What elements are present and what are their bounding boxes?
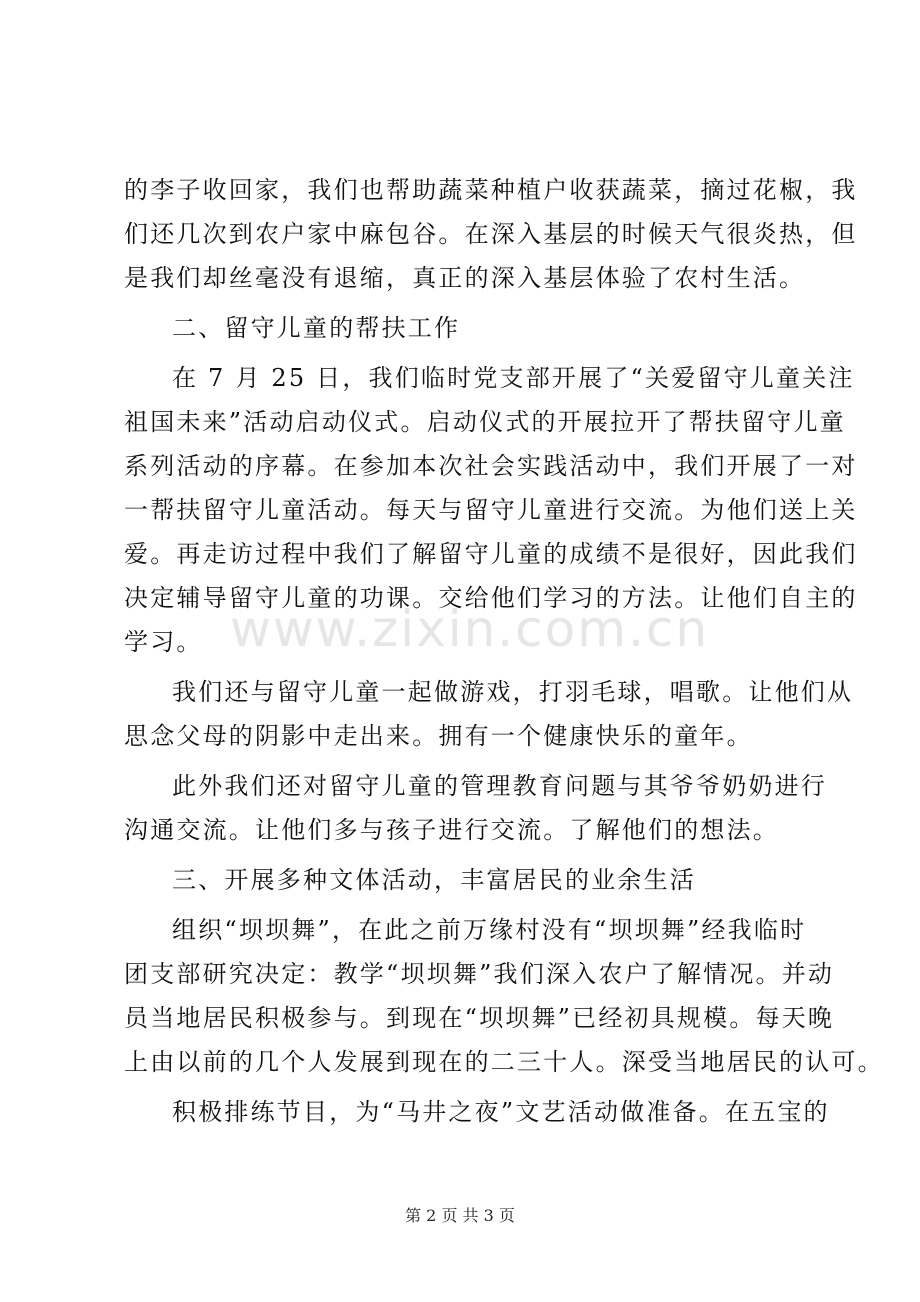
text-line: 学习。 <box>124 628 203 656</box>
text-line: 积极排练节目，为“马井之夜”文艺活动做准备。在五宝的 <box>172 1098 830 1126</box>
watermark: www.zixin.com.cn <box>230 600 710 658</box>
text-line: 团支部研究决定：教学“坝坝舞”我们深入农户了解情况。并动 <box>124 960 835 988</box>
section-heading: 二、留守儿童的帮扶工作 <box>172 314 461 342</box>
text-line: 我们还与留守儿童一起做游戏，打羽毛球，唱歌。让他们从 <box>172 678 854 706</box>
text-line: 决定辅导留守儿童的功课。交给他们学习的方法。让他们自主的 <box>124 584 858 612</box>
text-line: 是我们却丝毫没有退缩，真正的深入基层体验了农村生活。 <box>124 264 806 292</box>
text-line: 在 7 月 25 日，我们临时党支部开展了“关爱留守儿童关注 <box>172 364 855 392</box>
text-line: 思念父母的阴影中走出来。拥有一个健康快乐的童年。 <box>124 722 753 750</box>
text-line: 上由以前的几个人发展到现在的二三十人。深受当地居民的认可。 <box>124 1048 884 1076</box>
text-line: 系列活动的序幕。在参加本次社会实践活动中，我们开展了一对 <box>124 452 858 480</box>
text-line: 祖国未来”活动启动仪式。启动仪式的开展拉开了帮扶留守儿童 <box>124 408 846 436</box>
page-footer: 第 2 页 共 3 页 <box>405 1206 515 1225</box>
text-line: 此外我们还对留守儿童的管理教育问题与其爷爷奶奶进行 <box>172 772 827 800</box>
text-line: 一帮扶留守儿童活动。每天与留守儿童进行交流。为他们送上关 <box>124 496 858 524</box>
text-line: 的李子收回家，我们也帮助蔬菜种植户收获蔬菜，摘过花椒，我 <box>124 176 858 204</box>
section-heading: 三、开展多种文体活动，丰富居民的业余生活 <box>172 866 696 894</box>
text-line: 沟通交流。让他们多与孩子进行交流。了解他们的想法。 <box>124 816 779 844</box>
text-line: 员当地居民积极参与。到现在“坝坝舞”已经初具规模。每天晚 <box>124 1004 835 1032</box>
text-line: 们还几次到农户家中麻包谷。在深入基层的时候天气很炎热，但 <box>124 220 858 248</box>
text-line: 组织“坝坝舞”，在此之前万缘村没有“坝坝舞”经我临时 <box>172 916 807 944</box>
text-line: 爱。再走访过程中我们了解留守儿童的成绩不是很好，因此我们 <box>124 540 858 568</box>
